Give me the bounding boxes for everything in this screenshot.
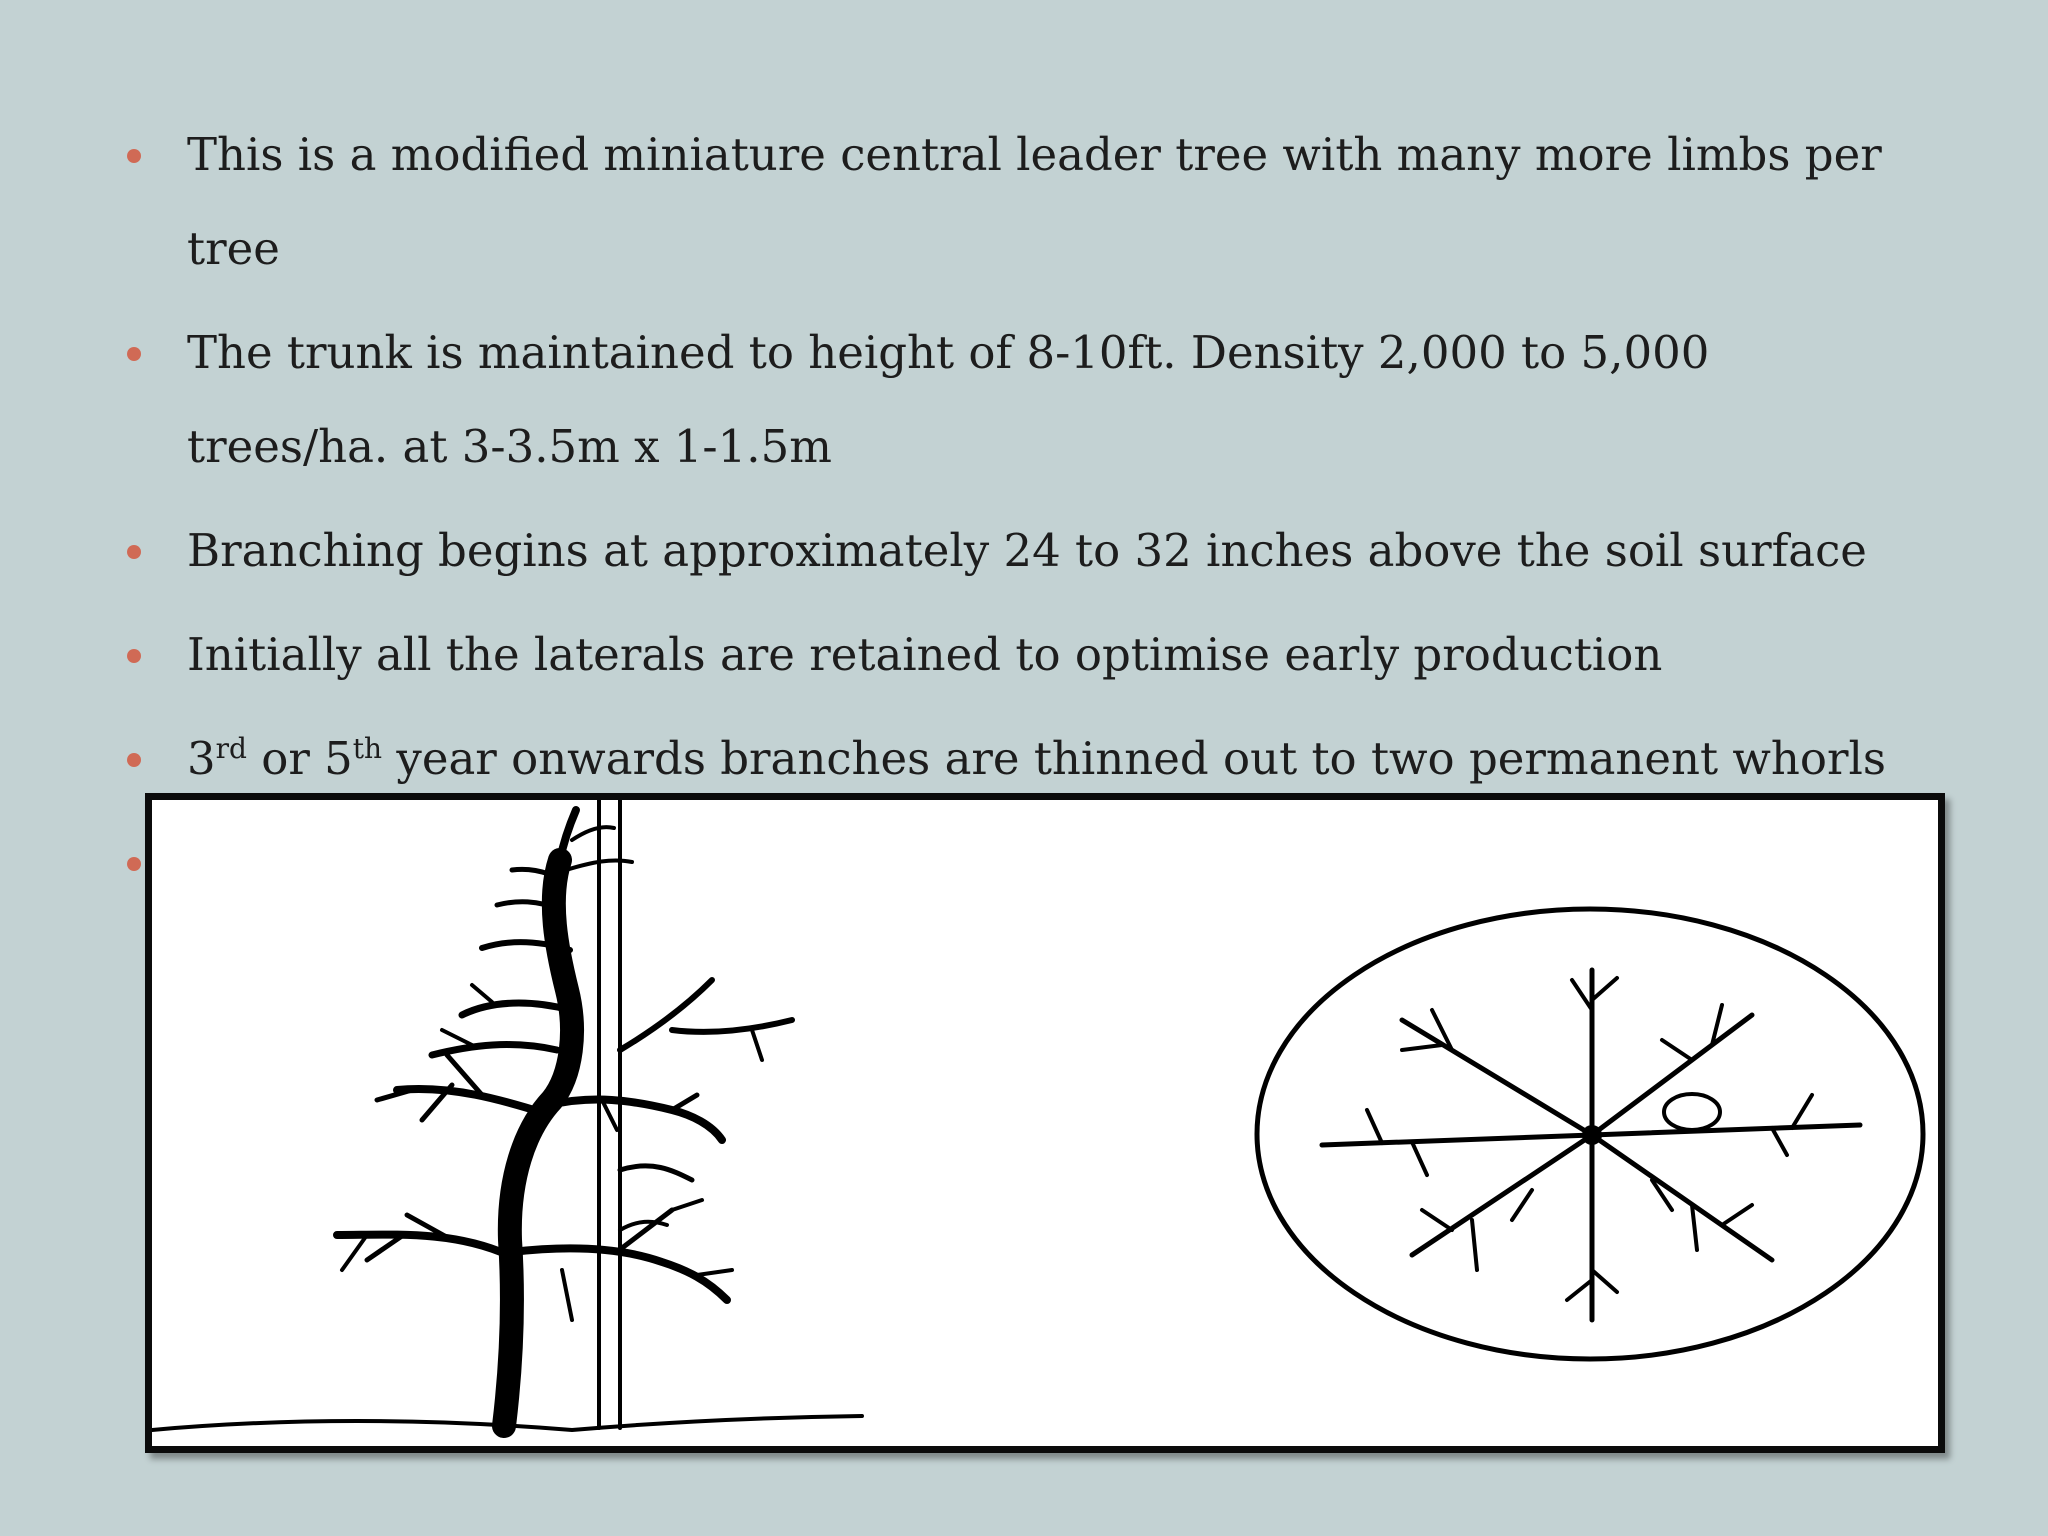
bullet-dot-icon (127, 149, 141, 163)
bullet-dot-icon (127, 545, 141, 559)
bullet-text: The trunk is maintained to height of 8-10ft. Density 2,000 to 5,000 trees/ha. at 3-3.5m x 1-1.5m (187, 326, 1710, 473)
bullet-item-4 (120, 608, 1900, 702)
bullet-text: 3rd or 5th year onwards branches are thinned out to two permanent whorls (187, 732, 1886, 785)
bullet-item-2 (120, 306, 1900, 494)
tree-top-view-whorl-icon (1257, 909, 1923, 1359)
bullet-text: Initially all the laterals are retained to optimise early production (187, 628, 1663, 681)
bullet-item-5 (120, 712, 1900, 806)
bullet-dot-icon (127, 347, 141, 361)
tree-side-view-icon (152, 800, 862, 1430)
bullet-dot-icon (127, 649, 141, 663)
bullet-dot-icon (127, 753, 141, 767)
bullet-text: Branching begins at approximately 24 to 32 inches above the soil surface (187, 524, 1867, 577)
bullet-dot-icon (127, 857, 141, 871)
tree-illustration-figure (145, 793, 1945, 1453)
bullet-text: This is a modified miniature central leader tree with many more limbs per tree (187, 128, 1882, 275)
tree-illustration-svg (152, 800, 1938, 1446)
bullet-item-3 (120, 504, 1900, 598)
bullet-item-1 (120, 108, 1900, 296)
